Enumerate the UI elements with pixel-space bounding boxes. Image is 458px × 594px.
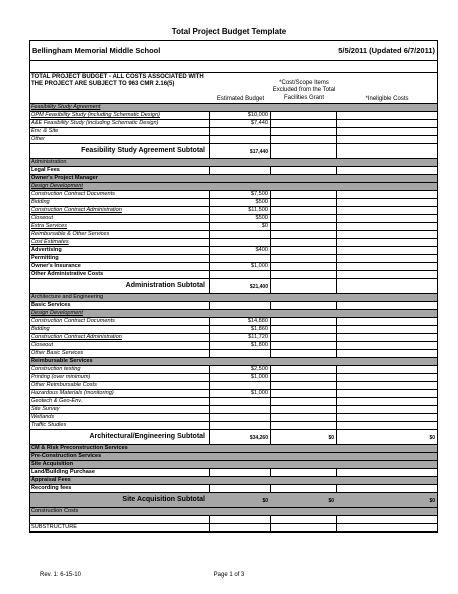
ineligible-cost-cell (337, 159, 437, 166)
excluded-cost-cell (271, 382, 337, 389)
estimated-budget-cell: $34,260 (210, 430, 271, 444)
estimated-budget-cell (210, 104, 271, 111)
ineligible-costs-header: *Ineligible Costs (365, 96, 409, 102)
row-label: Site Acquisition (30, 461, 210, 468)
estimated-budget-cell: $0 (210, 223, 271, 230)
excluded-cost-cell (271, 239, 337, 246)
estimated-budget-cell (210, 136, 271, 143)
row-label: Printing (over minimum) (30, 374, 210, 381)
excluded-cost-cell (271, 271, 337, 278)
spacer-row (30, 61, 437, 73)
budget-row (30, 207, 437, 215)
row-label: Cost Estimates (30, 239, 210, 246)
estimated-budget-cell: $1,800 (210, 342, 271, 349)
ineligible-cost-cell (337, 279, 437, 293)
excluded-cost-cell (271, 350, 337, 357)
row-label: Bidding (30, 199, 210, 206)
ineligible-cost-cell (337, 310, 437, 317)
ineligible-cost-cell (337, 350, 437, 357)
excluded-cost-cell (271, 159, 337, 166)
estimated-budget-cell (210, 469, 271, 476)
row-label: Other Basic Services (30, 350, 210, 357)
row-label: Permitting (30, 255, 210, 262)
excluded-cost-cell (271, 374, 337, 381)
row-label: Wetlands (30, 414, 210, 421)
ineligible-cost-cell (337, 461, 437, 468)
row-label: Extra Services (30, 223, 210, 230)
estimated-budget-cell (210, 477, 271, 484)
budget-rows (30, 104, 437, 532)
excluded-cost-cell (271, 231, 337, 238)
ineligible-cost-cell (337, 223, 437, 230)
row-label: Advertising (30, 247, 210, 254)
row-label: Geotech & Geo-Env. (30, 398, 210, 405)
excluded-cost-cell (271, 128, 337, 135)
estimated-budget-cell (210, 398, 271, 405)
excluded-cost-cell (271, 358, 337, 365)
page-number-footer: Page 1 of 3 (213, 572, 245, 578)
budget-row (30, 223, 437, 231)
budget-row (30, 453, 437, 461)
excluded-cost-cell (271, 175, 337, 182)
estimated-budget-cell: $1,000 (210, 374, 271, 381)
budget-row (30, 508, 437, 516)
estimated-budget-cell (210, 231, 271, 238)
budget-row (30, 422, 437, 430)
excluded-cost-cell (271, 366, 337, 373)
row-label: Design Development (30, 183, 210, 190)
budget-row (30, 524, 437, 532)
excluded-cost-cell (271, 104, 337, 111)
budget-row (30, 191, 437, 199)
ineligible-cost-cell (337, 382, 437, 389)
excluded-cost-cell (271, 508, 337, 515)
excluded-cost-cell (271, 461, 337, 468)
budget-row (30, 374, 437, 382)
document-title: Total Project Budget Template (171, 27, 287, 36)
ineligible-cost-cell (337, 104, 437, 111)
row-label: Recording fees (30, 485, 210, 492)
budget-row (30, 239, 437, 247)
excluded-cost-cell (271, 516, 337, 523)
budget-row (30, 461, 437, 469)
ineligible-cost-cell (337, 508, 437, 515)
row-label: Other Reimbursable Costs (30, 382, 210, 389)
budget-row (30, 430, 437, 445)
excluded-cost-cell (271, 524, 337, 531)
budget-row (30, 271, 437, 279)
budget-row (30, 342, 437, 350)
excluded-cost-cell (271, 310, 337, 317)
estimated-budget-cell: $0 (210, 493, 271, 507)
budget-row (30, 247, 437, 255)
estimated-budget-cell: $17,440 (210, 144, 271, 158)
budget-row (30, 136, 437, 144)
excluded-cost-cell (271, 414, 337, 421)
estimated-budget-cell (210, 310, 271, 317)
row-label: Architecture and Engineering (30, 294, 210, 301)
school-name: Bellingham Memorial Middle School (32, 46, 161, 55)
ineligible-cost-cell (337, 144, 437, 158)
ineligible-cost-cell (337, 207, 437, 214)
ineligible-cost-cell (337, 390, 437, 397)
row-label: Hazardous Materials (monitoring) (30, 390, 210, 397)
budget-row (30, 358, 437, 366)
estimated-budget-cell (210, 294, 271, 301)
row-label: Construction testing (30, 366, 210, 373)
excluded-cost-cell (271, 255, 337, 262)
excluded-cost-cell (271, 469, 337, 476)
ineligible-cost-cell (337, 318, 437, 325)
budget-row (30, 326, 437, 334)
estimated-budget-cell: $1,000 (210, 390, 271, 397)
estimated-budget-cell (210, 414, 271, 421)
budget-row (30, 231, 437, 239)
budget-row (30, 493, 437, 508)
ineligible-cost-cell (337, 120, 437, 127)
budget-row (30, 183, 437, 191)
estimated-budget-cell (210, 167, 271, 174)
row-label: Closeout (30, 215, 210, 222)
ineligible-cost-cell (337, 524, 437, 531)
estimated-budget-cell (210, 255, 271, 262)
estimated-budget-cell (210, 239, 271, 246)
excluded-cost-cell (271, 215, 337, 222)
estimated-budget-cell (210, 159, 271, 166)
excluded-costs-header: *Cost/Scope Items Excluded from the Total Facilities Grant (272, 79, 336, 101)
row-label: Legal Fees (30, 167, 210, 174)
ineligible-cost-cell: $0 (337, 493, 437, 507)
ineligible-cost-cell (337, 231, 437, 238)
budget-row (30, 167, 437, 175)
row-label: Traffic Studies (30, 422, 210, 429)
excluded-cost-cell (271, 183, 337, 190)
row-label: Construction Contract Administration (30, 207, 210, 214)
ineligible-cost-cell (337, 358, 437, 365)
excluded-cost-cell (271, 207, 337, 214)
budget-row (30, 255, 437, 263)
budget-row (30, 199, 437, 207)
ineligible-cost-cell (337, 191, 437, 198)
ineligible-cost-cell (337, 453, 437, 460)
ineligible-cost-cell (337, 167, 437, 174)
row-label: Pre-Construction Services (30, 453, 210, 460)
ineligible-cost-cell (337, 469, 437, 476)
row-label: Administration (30, 159, 210, 166)
ineligible-cost-cell (337, 485, 437, 492)
header-row (30, 41, 437, 61)
budget-row (30, 144, 437, 159)
row-label: Administration Subtotal (30, 279, 210, 293)
ineligible-cost-cell (337, 422, 437, 429)
estimated-budget-cell: $7,440 (210, 120, 271, 127)
row-label: Basic Services (30, 302, 210, 309)
ineligible-cost-cell (337, 302, 437, 309)
excluded-cost-cell (271, 422, 337, 429)
ineligible-cost-cell (337, 398, 437, 405)
estimated-budget-cell: $1,000 (210, 263, 271, 270)
ineligible-cost-cell (337, 255, 437, 262)
estimated-budget-cell: $11,500 (210, 207, 271, 214)
ineligible-cost-cell (337, 342, 437, 349)
ineligible-cost-cell (337, 215, 437, 222)
budget-row (30, 398, 437, 406)
budget-row (30, 334, 437, 342)
ineligible-cost-cell (337, 128, 437, 135)
ineligible-cost-cell (337, 326, 437, 333)
estimated-budget-cell (210, 128, 271, 135)
row-label: Other (30, 136, 210, 143)
ineligible-cost-cell (337, 406, 437, 413)
estimated-budget-cell: $400 (210, 247, 271, 254)
ineligible-cost-cell (337, 366, 437, 373)
excluded-cost-cell (271, 406, 337, 413)
budget-sheet (29, 40, 438, 533)
row-label: OPM Feasibility Study (including Schematic Design) (30, 112, 210, 119)
budget-row (30, 215, 437, 223)
budget-row (30, 366, 437, 374)
excluded-cost-cell (271, 263, 337, 270)
excluded-cost-cell (271, 112, 337, 119)
estimated-budget-cell (210, 350, 271, 357)
estimated-budget-cell: $500 (210, 215, 271, 222)
row-label: Site Acquisition Subtotal (30, 493, 210, 507)
revision-footer: Rev. 1: 6-15-10 (40, 572, 81, 578)
budget-row (30, 406, 437, 414)
row-label: Architectural/Engineering Subtotal (30, 430, 210, 444)
document-date: 5/5/2011 (Updated 6/7/2011) (338, 46, 435, 55)
budget-row (30, 104, 437, 112)
row-label: Owner's Project Manager (30, 175, 210, 182)
excluded-cost-cell (271, 485, 337, 492)
excluded-cost-cell (271, 342, 337, 349)
excluded-cost-cell (271, 302, 337, 309)
ineligible-cost-cell (337, 136, 437, 143)
estimated-budget-cell (210, 183, 271, 190)
row-label: Construction Contract Documents (30, 318, 210, 325)
budget-row (30, 390, 437, 398)
estimated-budget-cell: $14,880 (210, 318, 271, 325)
budget-row (30, 310, 437, 318)
excluded-cost-cell (271, 318, 337, 325)
excluded-cost-cell (271, 398, 337, 405)
excluded-cost-cell (271, 334, 337, 341)
budget-row (30, 414, 437, 422)
excluded-cost-cell (271, 453, 337, 460)
estimated-budget-cell (210, 461, 271, 468)
excluded-cost-cell (271, 477, 337, 484)
column-headers (30, 73, 437, 104)
excluded-cost-cell (271, 136, 337, 143)
ineligible-cost-cell (337, 374, 437, 381)
ineligible-cost-cell (337, 414, 437, 421)
ineligible-cost-cell (337, 263, 437, 270)
estimated-budget-cell (210, 453, 271, 460)
budget-row (30, 318, 437, 326)
row-label: Feasibility Study Agreement (30, 104, 210, 111)
ineligible-cost-cell (337, 516, 437, 523)
estimated-budget-cell (210, 406, 271, 413)
excluded-cost-cell: $0 (271, 430, 337, 444)
estimated-budget-cell (210, 524, 271, 531)
budget-row (30, 350, 437, 358)
row-label: Feasibility Study Agreement Subtotal (30, 144, 210, 158)
ineligible-cost-cell (337, 477, 437, 484)
estimated-budget-cell (210, 516, 271, 523)
budget-row (30, 159, 437, 167)
estimated-budget-cell (210, 445, 271, 452)
budget-row (30, 128, 437, 136)
row-label: Construction Costs (30, 508, 210, 515)
ineligible-cost-cell (337, 183, 437, 190)
row-label: Bidding (30, 326, 210, 333)
estimated-budget-cell (210, 382, 271, 389)
budget-row (30, 294, 437, 302)
estimated-budget-cell: $7,500 (210, 191, 271, 198)
excluded-cost-cell (271, 247, 337, 254)
estimated-budget-cell: $500 (210, 199, 271, 206)
excluded-cost-cell (271, 191, 337, 198)
ineligible-cost-cell (337, 112, 437, 119)
row-label: CM & Risk Preconstruction Services (30, 445, 210, 452)
estimated-budget-cell: $2,500 (210, 366, 271, 373)
ineligible-cost-cell (337, 247, 437, 254)
budget-row (30, 279, 437, 294)
budget-column-header: TOTAL PROJECT BUDGET - ALL COSTS ASSOCIATED WITH THE PROJECT ARE SUBJECT TO 963 CMR 2.16(5) (31, 74, 204, 88)
ineligible-cost-cell (337, 239, 437, 246)
row-label: Closeout (30, 342, 210, 349)
budget-row (30, 175, 437, 183)
estimated-budget-cell: $10,000 (210, 112, 271, 119)
budget-row (30, 485, 437, 493)
excluded-cost-cell (271, 294, 337, 301)
budget-row (30, 382, 437, 390)
budget-row (30, 516, 437, 524)
ineligible-cost-cell (337, 175, 437, 182)
ineligible-cost-cell: $0 (429, 435, 435, 441)
budget-row (30, 120, 437, 128)
estimated-budget-cell (210, 422, 271, 429)
excluded-cost-cell (271, 120, 337, 127)
estimated-budget-cell: $1,860 (210, 326, 271, 333)
row-label: Construction Contract Administration (30, 334, 210, 341)
excluded-cost-cell (271, 326, 337, 333)
estimated-budget-cell (210, 358, 271, 365)
estimated-budget-cell (210, 175, 271, 182)
estimated-budget-cell (210, 508, 271, 515)
row-label: Owner's Insurance (30, 263, 210, 270)
ineligible-cost-cell (337, 294, 437, 301)
estimated-budget-cell (210, 302, 271, 309)
row-label: Reimbursable & Other Services (30, 231, 210, 238)
budget-row (30, 263, 437, 271)
excluded-cost-cell (271, 445, 337, 452)
excluded-cost-cell (271, 144, 337, 158)
excluded-cost-cell (271, 390, 337, 397)
budget-row (30, 445, 437, 453)
row-label: SUBSTRUCTURE (30, 524, 210, 531)
excluded-cost-cell (271, 279, 337, 293)
excluded-cost-cell (271, 199, 337, 206)
estimated-budget-cell: $11,720 (210, 334, 271, 341)
estimated-budget-cell (210, 485, 271, 492)
row-label: Site Survey (30, 406, 210, 413)
row-label: Other Administrative Costs (30, 271, 210, 278)
estimated-budget-header: Estimated Budget (216, 96, 265, 102)
budget-row (30, 302, 437, 310)
estimated-budget-cell: $21,400 (210, 279, 271, 293)
excluded-cost-cell (271, 223, 337, 230)
budget-row (30, 477, 437, 485)
excluded-cost-cell (271, 167, 337, 174)
ineligible-cost-cell (337, 334, 437, 341)
row-label: Land/Building Purchase (30, 469, 210, 476)
budget-row (30, 112, 437, 120)
excluded-cost-cell: $0 (271, 493, 337, 507)
estimated-budget-cell (210, 271, 271, 278)
ineligible-cost-cell (337, 271, 437, 278)
row-label (30, 516, 210, 523)
row-label: Appraisal Fees (30, 477, 210, 484)
row-label: Design Development (30, 310, 210, 317)
row-label: Reimbursable Services (30, 358, 210, 365)
ineligible-cost-cell (337, 199, 437, 206)
row-label: Env. & Site (30, 128, 210, 135)
row-label: Construction Contract Documents (30, 191, 210, 198)
budget-row (30, 469, 437, 477)
row-label: A&E Feasibility Study (including Schematic Design) (30, 120, 210, 127)
ineligible-cost-cell (337, 445, 437, 452)
